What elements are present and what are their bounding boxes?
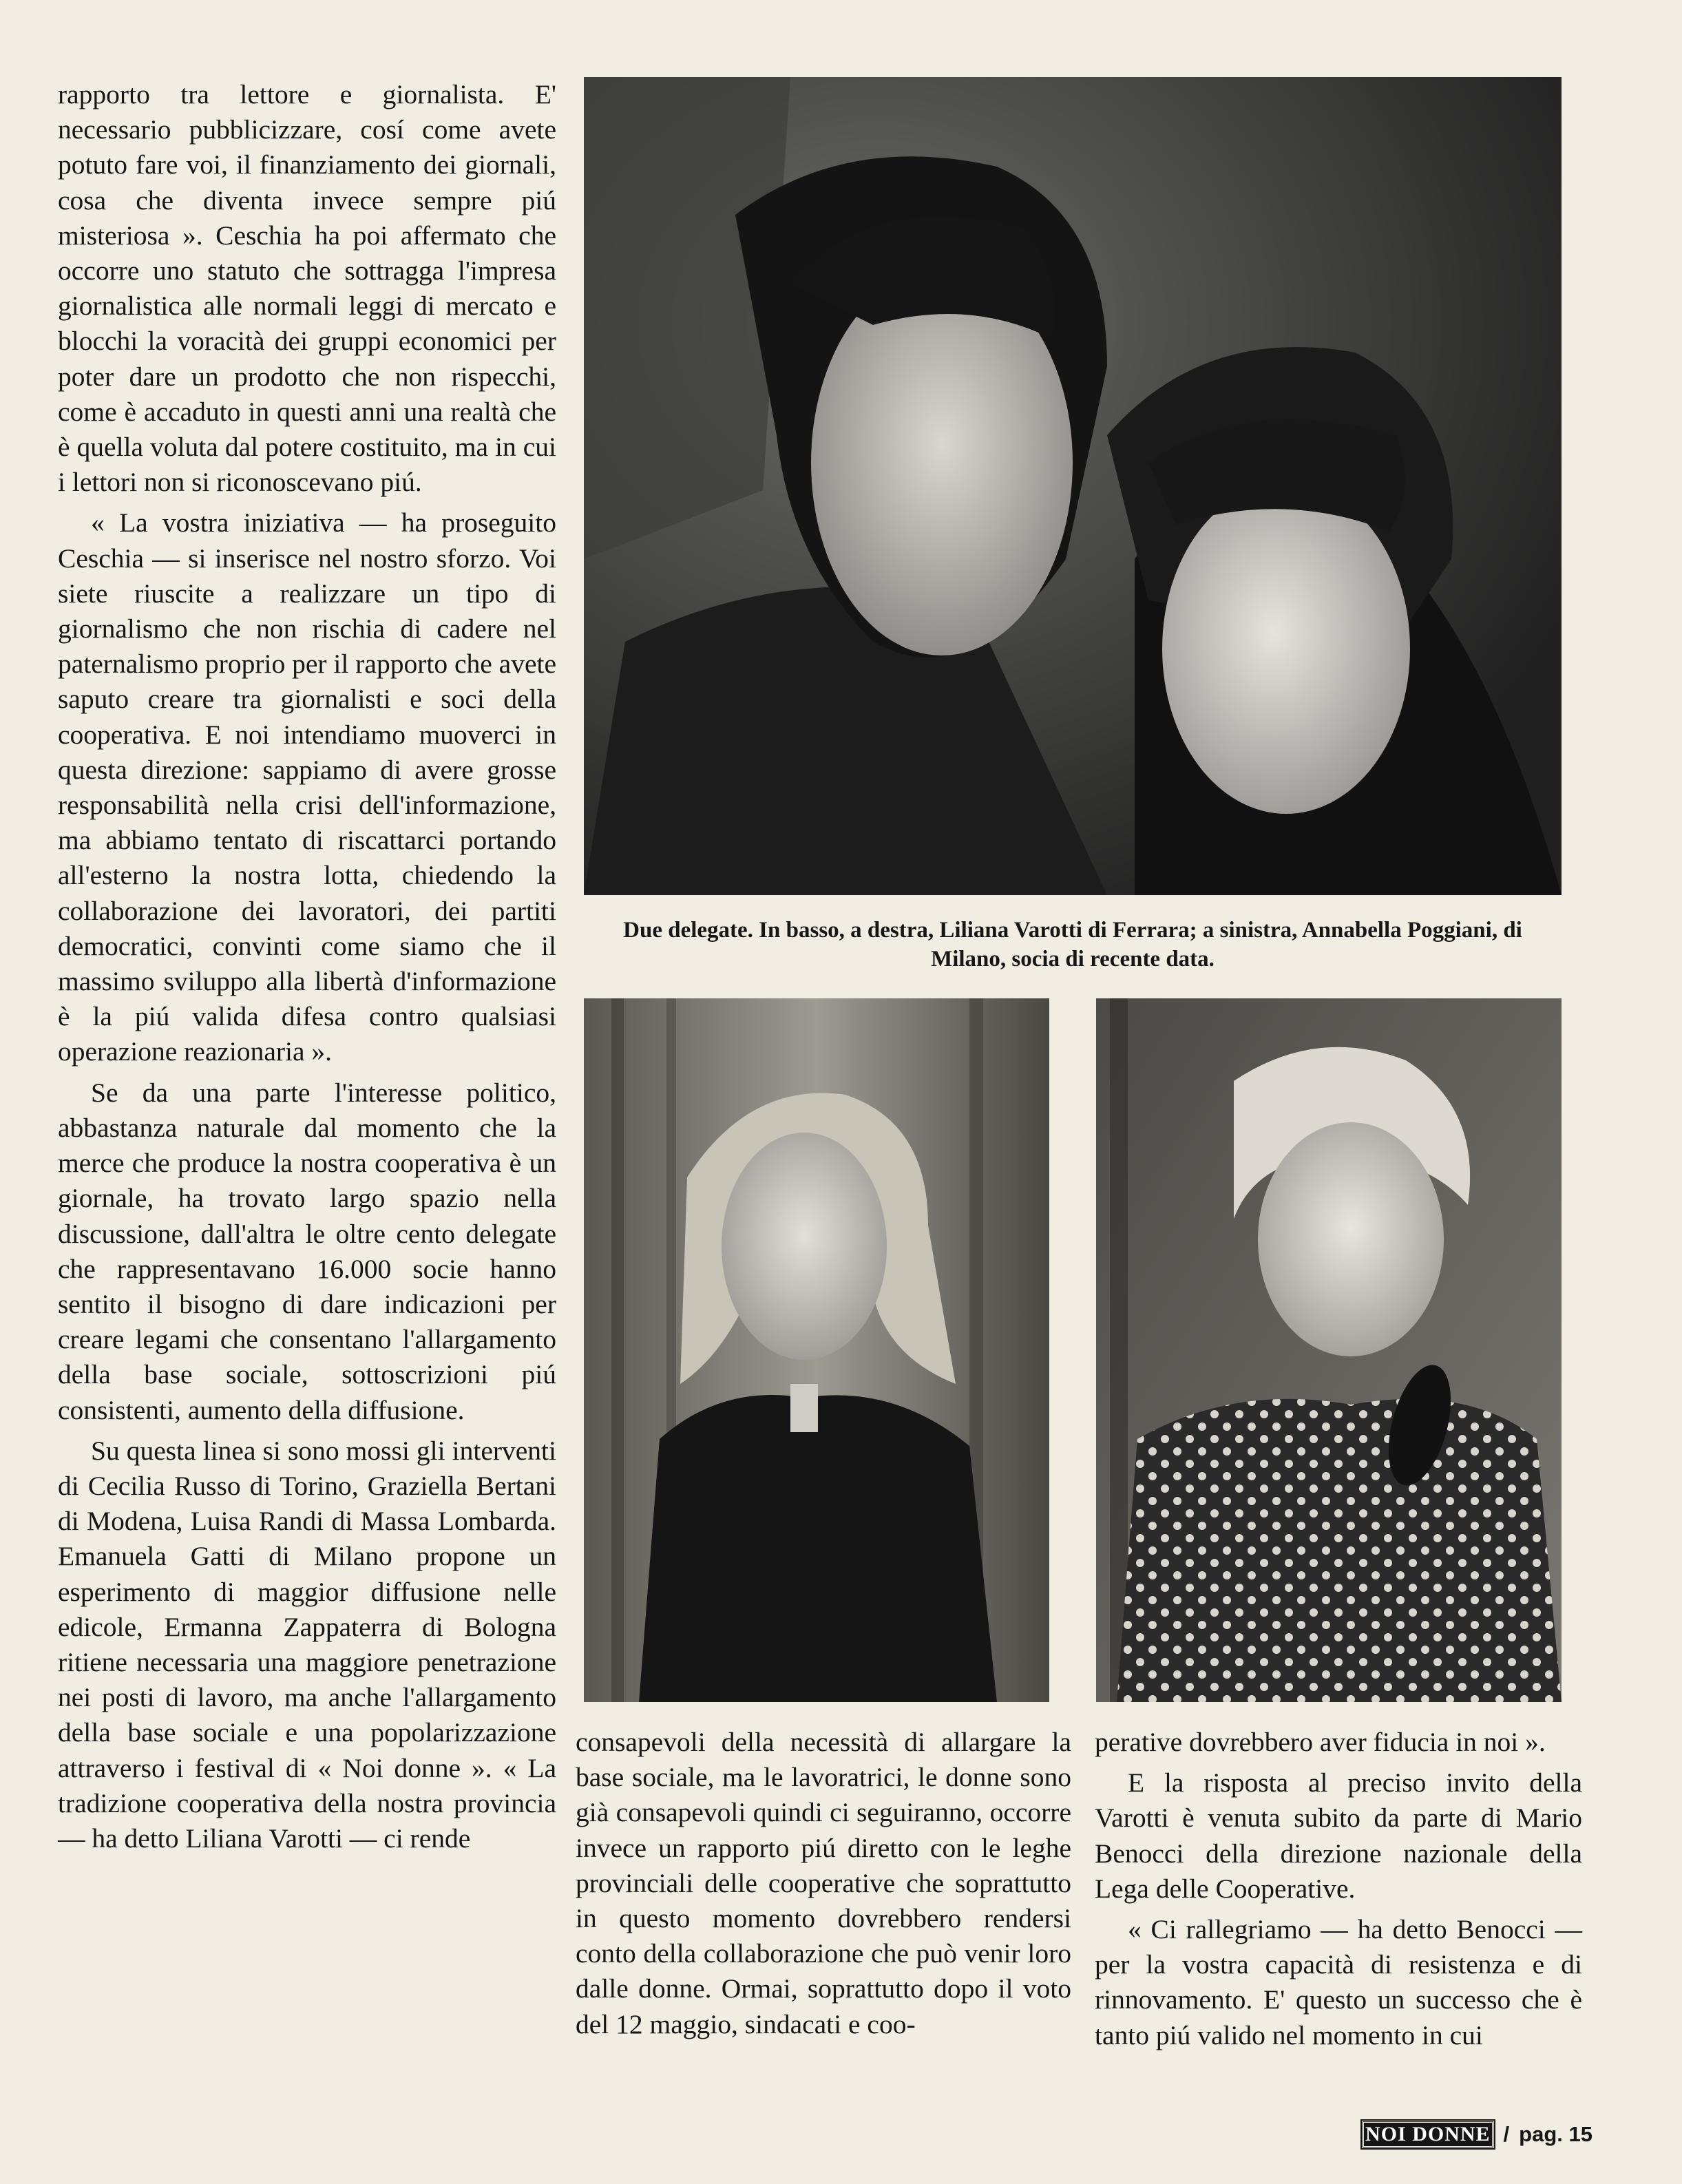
- photo-two-delegates: [584, 77, 1562, 895]
- photo-liliana-varotti: [1096, 998, 1562, 1702]
- photo-caption: Due delegate. In basso, a destra, Liliana Varotti di Ferrara; a sinistra, Annabella Poggiani, di Milano, socia di recente data.: [623, 918, 1522, 972]
- page-footer: [1362, 2121, 1592, 2148]
- middle-text-column: [576, 1725, 1071, 2042]
- page-number: pag. 15: [1519, 2122, 1592, 2146]
- paragraph: perative dovrebbero aver fiducia in noi ».: [1095, 1727, 1546, 1757]
- paragraph: consapevoli della necessità di allargare la base sociale, ma le lavoratrici, le donne sono già consapevoli quindi ci seguiranno, occorre invece un rapporto piú diretto con le leghe provinciali delle cooperative che soprattutto in questo momento dovrebbero rendersi conto della collaborazione che può venir loro dalle donne. Ormai, soprattutto dopo il voto del 12 maggio, sindacati e coo-: [576, 1727, 1071, 2039]
- left-text-column: [58, 77, 556, 1856]
- footer-separator: /: [1503, 2122, 1510, 2146]
- paragraph: Su questa linea si sono mossi gli interventi di Cecilia Russo di Torino, Graziella Bertani di Modena, Luisa Randi di Massa Lombarda. Emanuela Gatti di Milano propone un esperimento di maggior diffusione nelle edicole, Ermanna Zappaterra di Bologna ritiene necessaria una maggiore penetrazione nei posti di lavoro, ma anche l'allargamento della base sociale e una popolarizzazione attraverso i festival di « Noi donne ». « La tradizione cooperativa della nostra provincia — ha detto Liliana Varotti — ci rende: [58, 1435, 556, 1854]
- paragraph: Se da una parte l'interesse politico, abbastanza naturale dal momento che la merce che produce la nostra cooperativa è un giornale, ha trovato largo spazio nella discussione, dall'altra le oltre cento delegate che rappresentavano 16.000 socie hanno sentito il bisogno di dare indicazioni per creare legami che consentano l'allargamento della base sociale, sottoscrizioni piú consistenti, aumento della diffusione.: [58, 1077, 556, 1425]
- masthead-logo: NOI DONNE: [1362, 2121, 1494, 2148]
- paragraph: E la risposta al preciso invito della Varotti è venuta subito da parte di Mario Benocci della direzione nazionale della Lega delle Cooperative.: [1095, 1767, 1582, 1904]
- right-text-column: [1095, 1725, 1582, 2053]
- paragraph: « La vostra iniziativa — ha proseguito Ceschia — si inserisce nel nostro sforzo. Voi siete riuscite a realizzare un tipo di giornalismo che non rischia di cadere nel paternalismo proprio per il rapporto che avete saputo creare tra giornalisti e soci della cooperativa. E noi intendiamo muoverci in questa direzione: sappiamo di avere grosse responsabilità nella crisi dell'informazione, ma abbiamo tentato di riscattarci portando all'esterno la nostra lotta, chiedendo la collaborazione dei lavoratori, dei partiti democratici, convinti come siamo che il massimo sviluppo alla libertà d'informazione è la piú valida difesa contro qualsiasi operazione reazionaria ».: [58, 507, 556, 1067]
- paragraph: « Ci rallegriamo — ha detto Benocci — per la vostra capacità di resistenza e di rinnovamento. E' questo un successo che è tanto piú valido nel momento in cui: [1095, 1914, 1582, 2050]
- photo-annabella-poggiani: [584, 998, 1049, 1702]
- paragraph: rapporto tra lettore e giornalista. E' necessario pubblicizzare, cosí come avete potuto fare voi, il finanziamento dei giornali, cosa che diventa invece sempre piú misteriosa ». Ceschia ha poi affermato che occorre uno statuto che sottragga l'impresa giornalistica alle normali leggi di mercato e blocchi la voracità dei gruppi economici per poter dare un prodotto che non rispecchi, come è accaduto in questi anni una realtà che è quella voluta dal potere costituito, ma in cui i lettori non si riconoscevano piú.: [58, 79, 556, 498]
